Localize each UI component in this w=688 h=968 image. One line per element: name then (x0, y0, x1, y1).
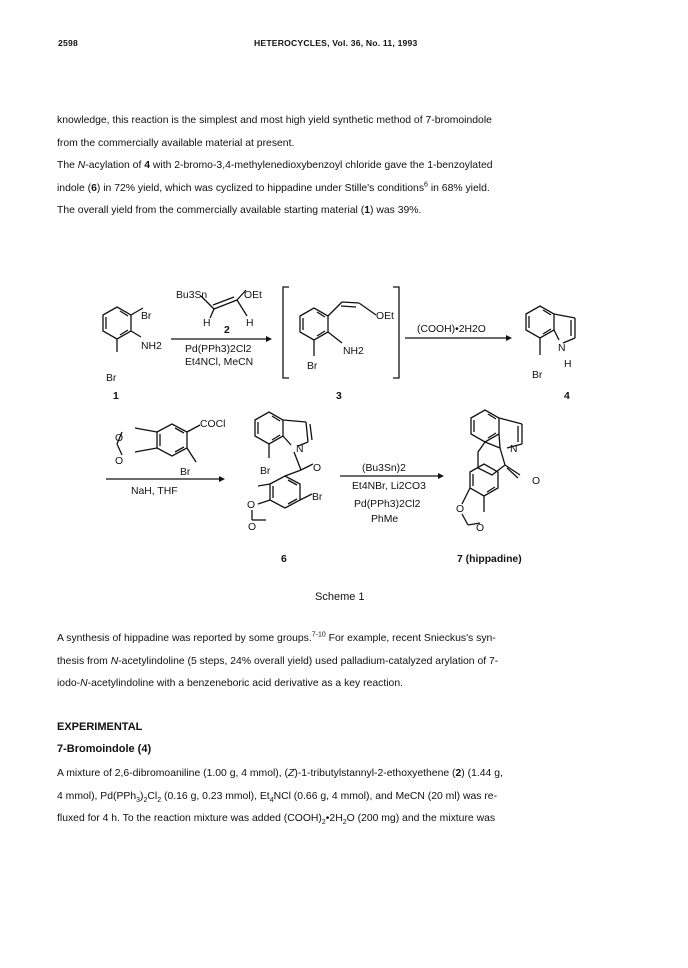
scheme-cond1b: Et4NCl, MeCN (185, 357, 254, 368)
scheme-o-6: O (313, 463, 322, 474)
scheme-cond4c: Pd(PPh3)2Cl2 (354, 499, 421, 510)
scheme-num1: 1 (113, 391, 119, 402)
intro-line-2: from the commercially available material at present. (57, 137, 295, 149)
scheme-o-7c: O (476, 523, 485, 534)
scheme-oet-top: OEt (244, 290, 262, 301)
scheme-bu3sn: Bu3Sn (176, 290, 208, 301)
scheme-cond2: (COOH)•2H2O (417, 324, 486, 335)
scheme-cocl: COCl (200, 419, 226, 430)
exp-line-1: A mixture of 2,6-dibromoaniline (1.00 g, 4 mmol), (Z)-1-tributylstannyl-2-ethoxyethene (2) (1.44 g, (57, 768, 503, 779)
scheme-cond4a: (Bu3Sn)2 (362, 463, 406, 474)
experimental-heading: EXPERIMENTAL (57, 721, 143, 733)
scheme-cond4d: PhMe (371, 514, 399, 525)
scheme-o-b: O (115, 456, 124, 467)
scheme-o-7: O (532, 476, 541, 487)
intro-line-4: indole (6) in 72% yield, which was cyclized to hippadine under Stille's conditions$^6$ in 68% yield. (57, 181, 490, 194)
scheme-br-1b: Br (106, 373, 117, 384)
scheme-br-cocl: Br (180, 467, 191, 478)
scheme-n-4: N (558, 343, 566, 354)
exp-line-2: 4 mmol), $Pd(PPh_3)_2Cl_2$ (0.16 g, 0.23 mmol), $Et_4NCl$ (0.66 g, 4 mmol), and MeCN (20 ml) was re- (57, 790, 498, 804)
intro-line-5: The overall yield from the commercially available starting material (1) was 39%. (57, 205, 422, 216)
scheme-br-6a: Br (260, 466, 271, 477)
scheme-num6: 6 (281, 554, 287, 565)
body-line-3: iodo-N-acetylindoline with a benzeneboric acid derivative as a key reaction. (57, 678, 403, 689)
body-line-2: thesis from N-acetylindoline (5 steps, 24% overall yield) used palladium-catalyzed arylation of 7- (57, 655, 499, 667)
scheme-cond4b: Et4NBr, Li2CO3 (352, 481, 426, 492)
journal-header: HETEROCYCLES, Vol. 36, No. 11, 1993 (254, 38, 418, 48)
scheme-cond3: NaH, THF (131, 486, 178, 497)
experimental-subheading: 7-Bromoindole (4) (57, 743, 152, 755)
scheme-num2: 2 (224, 325, 230, 336)
scheme-cond1a: Pd(PPh3)2Cl2 (185, 344, 252, 355)
scheme-br-1: Br (141, 311, 152, 322)
scheme-br-6b: Br (312, 492, 323, 503)
scheme-o-a: O (115, 433, 124, 444)
scheme-o-6b: O (247, 500, 256, 511)
scheme-oet-3: OEt (376, 311, 394, 322)
scheme-o-6c: O (248, 522, 257, 533)
body-paragraph (57, 628, 637, 696)
scheme-br-3: Br (307, 361, 318, 372)
page-number: 2598 (58, 38, 78, 48)
scheme-nh2-3: NH2 (343, 346, 364, 357)
intro-line-1: knowledge, this reaction is the simplest and most high yield synthetic method of 7-bromoindole (57, 115, 492, 126)
scheme-h2: H (246, 318, 254, 329)
scheme-h1: H (203, 318, 211, 329)
scheme-num7: 7 (hippadine) (457, 554, 522, 565)
scheme-num4: 4 (564, 391, 570, 402)
intro-line-3: The N-acylation of 4 with 2-bromo-3,4-methylenedioxybenzoyl chloride gave the 1-benzoylated (57, 160, 493, 171)
exp-line-3: fluxed for 4 h. To the reaction mixture was added $(COOH)_2•2H_2O$ (200 mg) and the mixture was (57, 813, 496, 827)
experimental-paragraph (57, 763, 637, 831)
body-line-1: A synthesis of hippadine was reported by some groups.$^{7-10}$ For example, recent Snieckus's syn- (57, 631, 496, 644)
scheme-num3: 3 (336, 391, 342, 402)
scheme-br-4: Br (532, 370, 543, 381)
scheme-n-6: N (296, 444, 304, 455)
scheme-n-7: N (510, 444, 518, 455)
scheme-nh2-1: NH2 (141, 341, 162, 352)
scheme-h-4: H (564, 359, 572, 370)
scheme-caption: Scheme 1 (315, 591, 365, 603)
scheme-o-7b: O (456, 504, 465, 515)
